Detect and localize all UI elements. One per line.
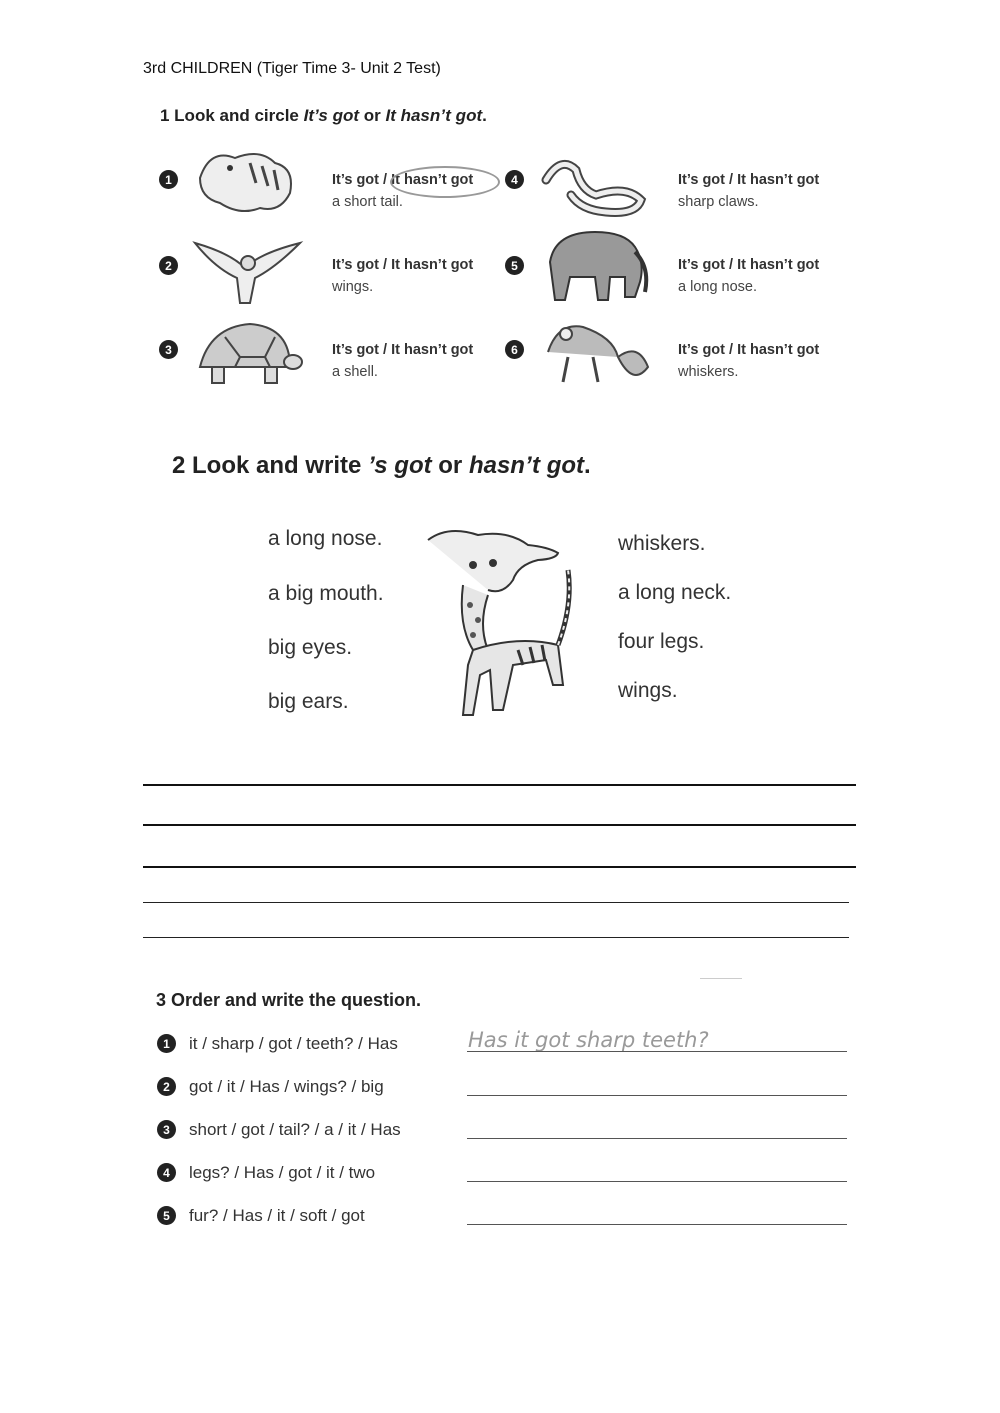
- answer-line[interactable]: [467, 1095, 847, 1096]
- answer-options: It’s got / It hasn’t got: [678, 342, 820, 358]
- answer-line[interactable]: [467, 1181, 847, 1182]
- option-it-hasnt-got[interactable]: It hasn’t got: [737, 257, 820, 273]
- item-number-badge: 5: [157, 1206, 176, 1225]
- worksheet-header: 3rd CHILDREN (Tiger Time 3- Unit 2 Test): [143, 60, 441, 77]
- writing-line[interactable]: [143, 902, 849, 903]
- feature-word: big ears.: [268, 690, 349, 713]
- divider: [700, 978, 742, 979]
- feature-word: a long neck.: [618, 581, 732, 604]
- item-number-badge: 2: [159, 256, 178, 275]
- answer-line[interactable]: [467, 1051, 847, 1052]
- item-number-badge: 4: [505, 170, 524, 189]
- item-object: a short tail.: [332, 194, 403, 210]
- scrambled-words: short / got / tail? / a / it / Has: [189, 1120, 401, 1139]
- answer-options: It’s got / It hasn’t got: [678, 172, 820, 188]
- option-its-got[interactable]: It’s got: [332, 342, 379, 358]
- option-it-hasnt-got[interactable]: It hasn’t got: [737, 342, 820, 358]
- option-its-got[interactable]: It’s got: [678, 257, 725, 273]
- option-its-got[interactable]: It’s got: [332, 257, 379, 273]
- item-number-badge: 1: [159, 170, 178, 189]
- option-it-hasnt-got[interactable]: It hasn’t got: [737, 172, 820, 188]
- option-its-got[interactable]: It’s got: [678, 172, 725, 188]
- option-its-got[interactable]: It’s got: [332, 172, 379, 188]
- feature-word: wings.: [618, 679, 678, 702]
- option-it-hasnt-got[interactable]: It hasn’t got: [391, 342, 474, 358]
- scrambled-words: it / sharp / got / teeth? / Has: [189, 1034, 398, 1053]
- item-object: a shell.: [332, 364, 378, 380]
- writing-line[interactable]: [143, 824, 856, 826]
- writing-line[interactable]: [143, 866, 856, 868]
- answer-options: It’s got / It hasn’t got: [332, 342, 474, 358]
- elephant-picture-icon: [540, 222, 655, 302]
- option-it-hasnt-got[interactable]: It hasn’t got: [391, 257, 474, 273]
- writing-line[interactable]: [143, 784, 856, 786]
- option-its-got[interactable]: It’s got: [678, 342, 725, 358]
- item-number-badge: 5: [505, 256, 524, 275]
- feature-word: whiskers.: [618, 532, 706, 555]
- option-it-hasnt-got[interactable]: It hasn’t got: [391, 172, 474, 188]
- tiger-picture-icon: [190, 138, 305, 218]
- item-number-badge: 6: [505, 340, 524, 359]
- item-number-badge: 3: [159, 340, 178, 359]
- feature-word: a long nose.: [268, 527, 383, 550]
- feature-word: big eyes.: [268, 636, 353, 659]
- answer-options: It’s got / It hasn’t got: [332, 172, 474, 188]
- exercise-2-title: 2 Look and write ’s got or hasn’t got.: [172, 452, 591, 479]
- item-object: sharp claws.: [678, 194, 759, 210]
- item-object: wings.: [332, 279, 374, 295]
- item-object: whiskers.: [678, 364, 739, 380]
- snake-picture-icon: [536, 145, 651, 225]
- writing-line[interactable]: [143, 937, 849, 938]
- feature-word: four legs.: [618, 630, 705, 653]
- item-number-badge: 4: [157, 1163, 176, 1182]
- chameleon-picture-icon: [538, 312, 653, 392]
- exercise-3-title: 3 Order and write the question.: [156, 990, 422, 1010]
- circled-answer-mark: [390, 166, 500, 198]
- item-object: a long nose.: [678, 279, 758, 295]
- exercise-1-title: 1 Look and circle It’s got or It hasn’t got.: [160, 106, 487, 125]
- scrambled-words: got / it / Has / wings? / big: [189, 1077, 384, 1096]
- answer-options: It’s got / It hasn’t got: [332, 257, 474, 273]
- answer-line[interactable]: [467, 1138, 847, 1139]
- item-number-badge: 1: [157, 1034, 176, 1053]
- feature-word: a big mouth.: [268, 582, 384, 605]
- mixed-animal-picture-icon: [418, 525, 593, 720]
- scrambled-words: fur? / Has / it / soft / got: [189, 1206, 365, 1225]
- scrambled-words: legs? / Has / got / it / two: [189, 1163, 376, 1182]
- bird-picture-icon: [190, 228, 305, 308]
- answer-line[interactable]: [467, 1224, 847, 1225]
- sample-answer: Has it got sharp teeth?: [468, 1028, 709, 1052]
- item-number-badge: 2: [157, 1077, 176, 1096]
- tortoise-picture-icon: [190, 312, 305, 392]
- answer-options: It’s got / It hasn’t got: [678, 257, 820, 273]
- item-number-badge: 3: [157, 1120, 176, 1139]
